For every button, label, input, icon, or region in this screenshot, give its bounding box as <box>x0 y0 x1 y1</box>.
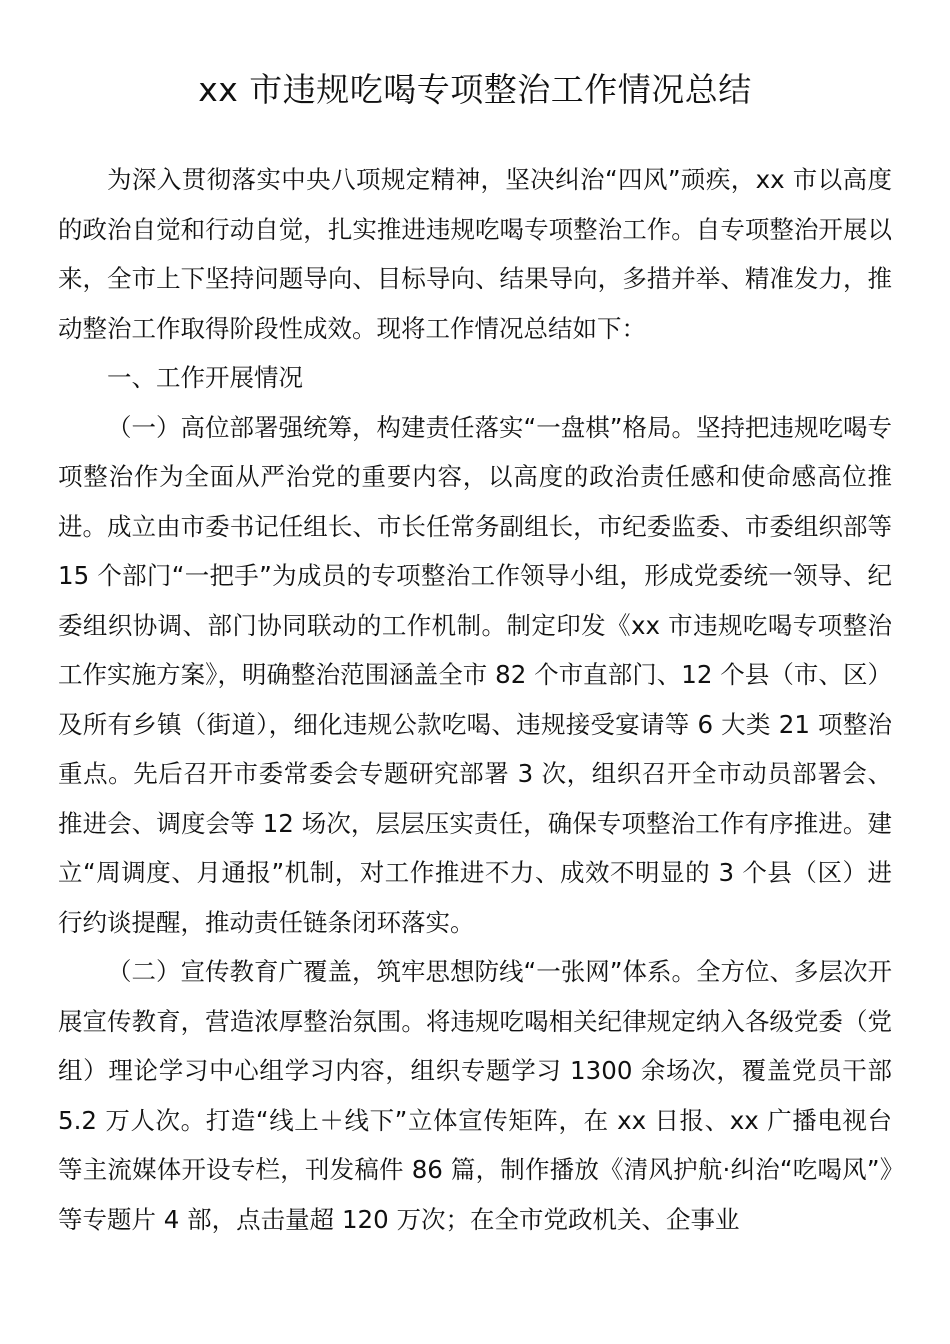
subsection-paragraph-1: （一）高位部署强统筹，构建责任落实“一盘棋”格局。坚持把违规吃喝专项整治作为全面从严治党的重要内容，以高度的政治责任感和使命感高位推进。成立由市委书记任组长、市长任常务副组长，市纪委监委、市委组织部等 15 个部门“一把手”为成员的专项整治工作领导小组，形成党委统一领导、纪委组织协调、部门协同联动的工作机制。制定印发《xx 市违规吃喝专项整治工作实施方案》，明确整治范围涵盖全市 82 个市直部门、12 个县（市、区）及所有乡镇（街道），细化违规公款吃喝、违规接受宴请等 6 大类 21 项整治重点。先后召开市委常委会专题研究部署 3 次，组织召开全市动员部署会、推进会、调度会等 12 场次，层层压实责任，确保专项整治工作有序推进。建立“周调度、月通报”机制，对工作推进不力、成效不明显的 3 个县（区）进行约谈提醒，推动责任链条闭环落实。 <box>58 412 892 937</box>
subsection-paragraph-2: （二）宣传教育广覆盖，筑牢思想防线“一张网”体系。全方位、多层次开展宣传教育，营造浓厚整治氛围。将违规吃喝相关纪律规定纳入各级党委（党组）理论学习中心组学习内容，组织专题学习 1300 余场次，覆盖党员干部 5.2 万人次。打造“线上＋线下”立体宣传矩阵，在 xx 日报、xx 广播电视台等主流媒体开设专栏，刊发稿件 86 篇，制作播放《清风护航·纠治“吃喝风”》等专题片 4 部，点击量超 120 万次；在全市党政机关、企事业 <box>58 957 892 1234</box>
document-body <box>58 155 892 1244</box>
intro-paragraph: 为深入贯彻落实中央八项规定精神，坚决纠治“四风”顽疾，xx 市以高度的政治自觉和行动自觉，扎实推进违规吃喝专项整治工作。自专项整治开展以来，全市上下坚持问题导向、目标导向、结果导向，多措并举、精准发力，推动整治工作取得阶段性成效。现将工作情况总结如下： <box>58 165 892 343</box>
document-title: xx 市违规吃喝专项整治工作情况总结 <box>198 70 752 109</box>
section-heading: 一、工作开展情况 <box>107 363 303 392</box>
